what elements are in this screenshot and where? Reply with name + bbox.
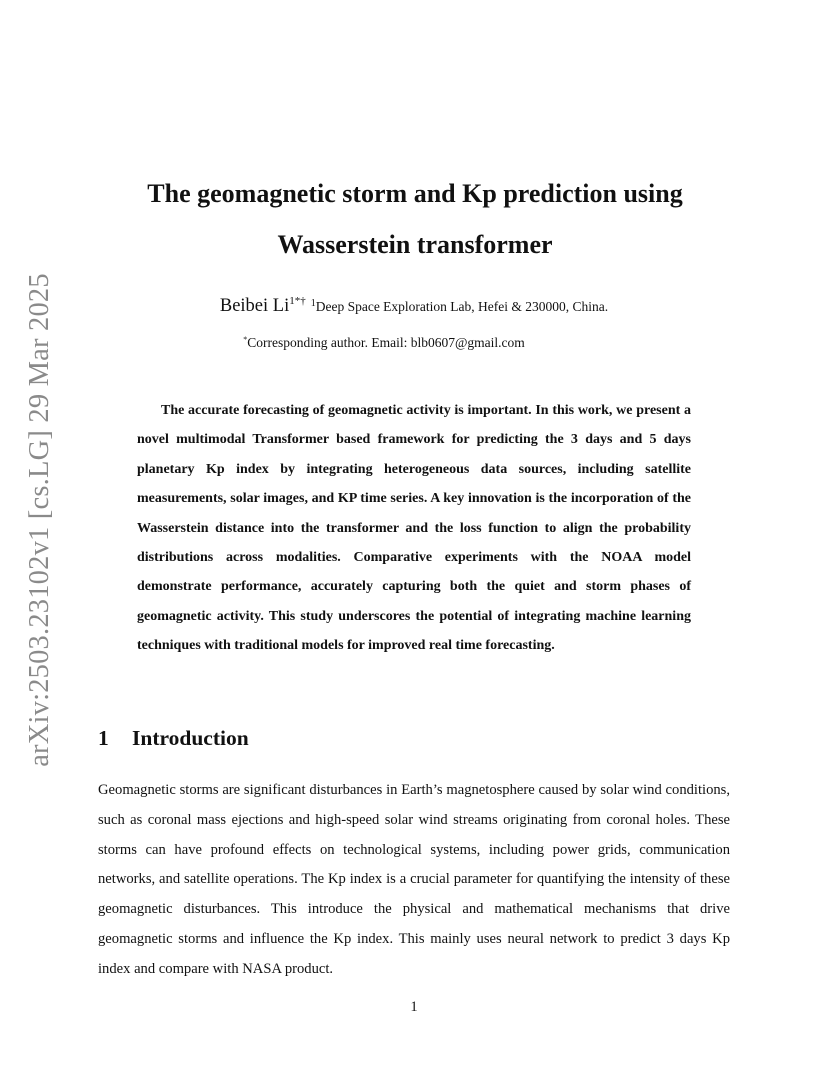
section-title: Introduction [132, 726, 249, 750]
abstract: The accurate forecasting of geomagnetic activity is important. In this work, we present a novel multimodal Transformer based framework for predicting the 3 days and 5 days planetary Kp index by integrating heterogeneous data sources, including satellite measurements, solar images, and KP time series. A key innovation is the incorporation of the Wasserstein distance into the transformer and the loss function to align the probability distributions across modalities. Comparative experiments with the NOAA model demonstrate performance, accurately capturing both the quiet and storm phases of geomagnetic activity. This study underscores the potential of integrating machine learning techniques with traditional models for improved real time forecasting. [137, 403, 691, 654]
corresponding-author-note [0, 330, 768, 353]
corresponding-author-text: Corresponding author. Email: blb0607@gmail.com [247, 335, 525, 350]
introduction-paragraph: Geomagnetic storms are significant disturbances in Earth’s magnetosphere caused by solar wind conditions, such as coronal mass ejections and high-speed solar wind streams originating from coronal holes. These storms can have profound effects on technological systems, including power grids, communication networks, and satellite operations. The Kp index is a crucial parameter for quantifying the intensity of these geomagnetic disturbances. This introduce the physical and mathematical mechanisms that drive geomagnetic storms and influence the Kp index. This mainly uses neural network to predict 3 days Kp index and compare with NASA product. [98, 782, 730, 977]
paper-title [90, 168, 740, 270]
paper-title-line-1: The geomagnetic storm and Kp prediction using [147, 179, 683, 208]
author-name: Beibei Li [219, 296, 290, 316]
arxiv-identifier-stamp: arXiv:2503.23102v1 [cs.LG] 29 Mar 2025 [24, 273, 55, 767]
author-line [0, 287, 828, 321]
paper-title-line-2: Wasserstein transformer [277, 230, 553, 259]
author-marks: 1*† [289, 295, 306, 307]
page-number: 1 [410, 999, 418, 1015]
corresponding-mark: * [243, 335, 248, 344]
author-affiliation: Deep Space Exploration Lab, Hefei & 230000, China. [315, 299, 609, 314]
affiliation-mark: 1 [310, 298, 316, 309]
section-heading-introduction [98, 726, 249, 751]
section-number: 1 [98, 726, 109, 750]
